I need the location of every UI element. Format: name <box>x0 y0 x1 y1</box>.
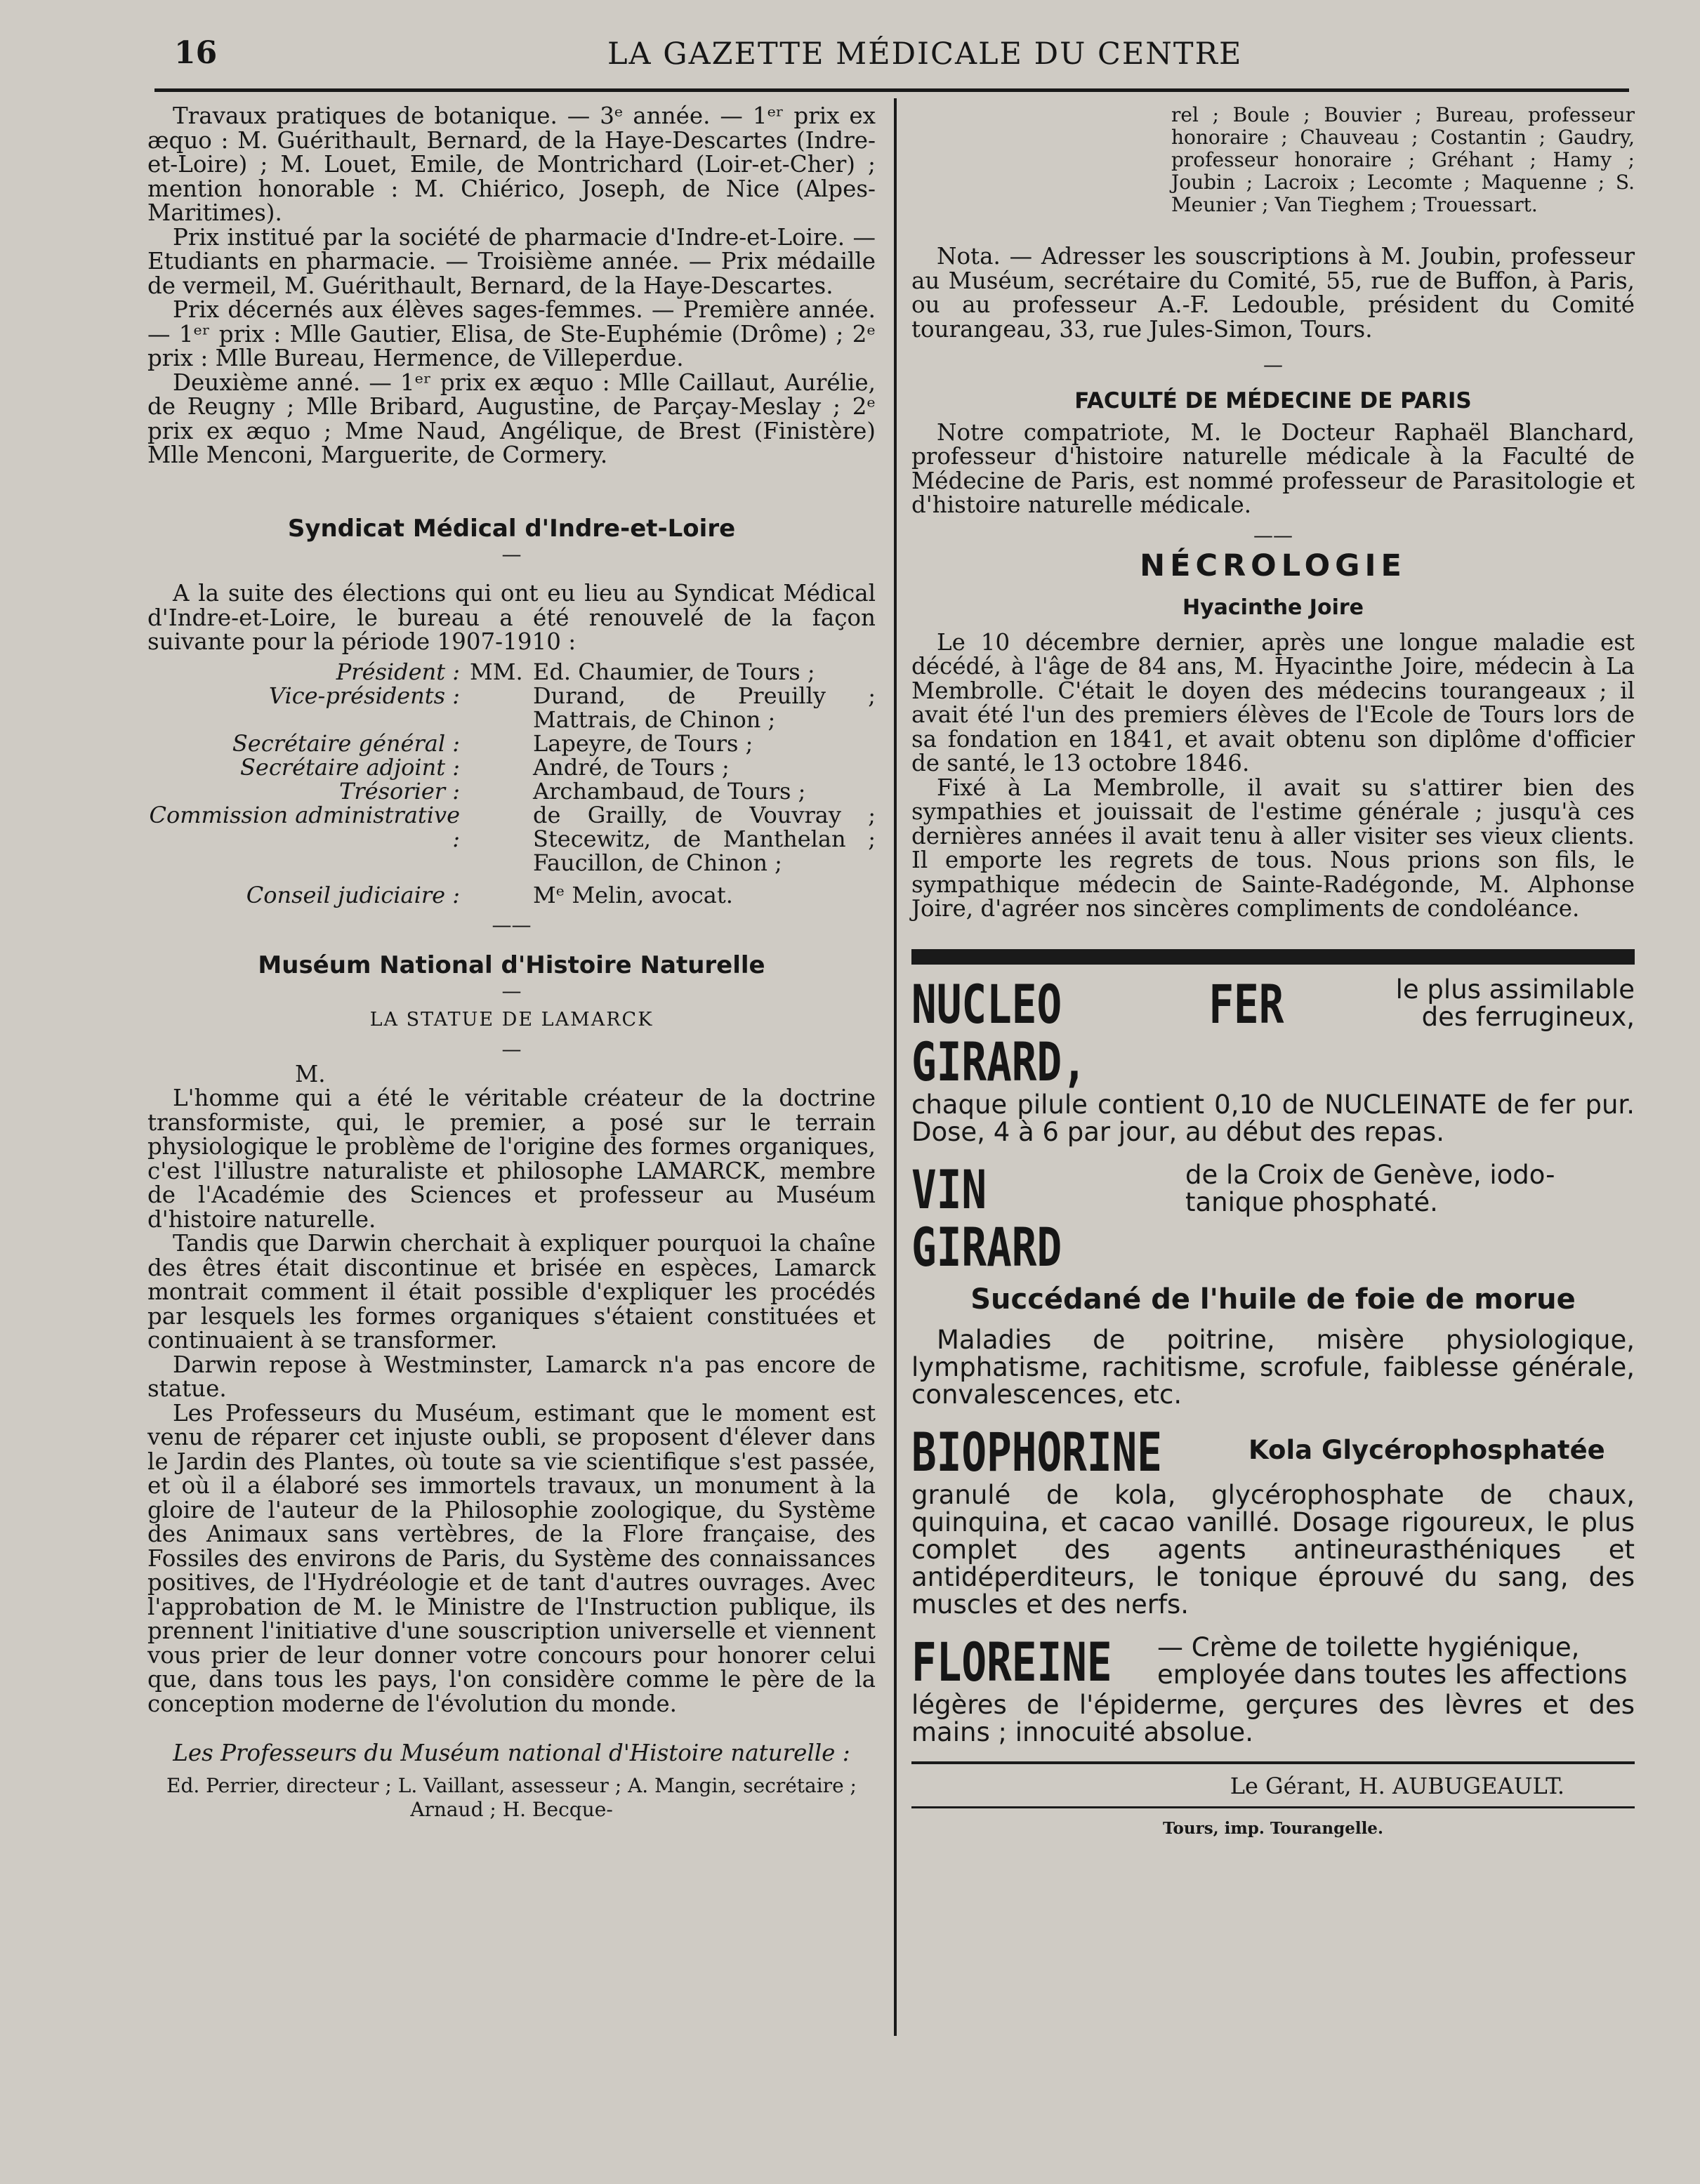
floreine-side: — Crème de toilette hygiénique, employée dans toutes les affections <box>1157 1632 1628 1690</box>
vin-name: VIN GIRARD <box>911 1158 1062 1278</box>
nucleo-side: le plus assimilable des ferrugineux, <box>1395 974 1635 1032</box>
museum-title: Muséum National d'Histoire Naturelle <box>258 951 765 979</box>
officer-row: Secrétaire général : Lapeyre, de Tours ; <box>232 729 753 757</box>
column-divider <box>894 98 897 2036</box>
divider: — <box>1263 353 1283 376</box>
footer-rule <box>911 1761 1635 1764</box>
faculte-title: FACULTÉ DE MÉDECINE DE PARIS <box>1074 388 1472 413</box>
statue-title: LA STATUE DE LAMARCK <box>369 1009 654 1031</box>
advertisement-vin <box>911 1158 1635 1410</box>
advert-divider-bar <box>911 949 1635 965</box>
left-column <box>147 104 876 1822</box>
necrologie-paragraph: Fixé à La Membrolle, il avait su s'attirer bien des sympathies et jouissait de l'estime générale ; jusqu'à ces dernières années il avait tenu à aller visiter ses vieux clients. Il emporte les regrets de tous. Nous prions son fils, le sympathique médecin de Sainte-Radégonde, M. Alphonse Joire, d'agréer nos sincères compliments de condoléance. <box>911 774 1635 922</box>
signatories-continued: rel ; Boule ; Bouvier ; Bureau, professeur honoraire ; Chauveau ; Costantin ; Gaudry, professeur honoraire ; Gréhant ; Hamy ; Joubin ; Lacroix ; Lecomte ; Maquenne ; S. Meunier ; Van Tieghem ; Trouessart. <box>1171 103 1635 216</box>
necrologie-paragraph: Le 10 décembre dernier, après une longue maladie est décédé, à l'âge de 84 ans, M. Hyacinthe Joire, médecin à La Membrolle. C'était le doyen des médecins tourangeaux ; il avait été l'un des premiers élèves de l'Ecole de Tours lors de sa fondation en 1841, et avait obtenu son diplôme d'officier de santé, le 13 octobre 1846. <box>911 628 1635 776</box>
officer-row: Commission administrative : de Grailly, de Vouvray ; Stecewitz, de Manthelan ; Faucillon, de Chinon ; <box>149 801 876 876</box>
journal-title: LA GAZETTE MÉDICALE DU CENTRE <box>607 37 1243 72</box>
prize-paragraph: Prix décernés aux élèves sages-femmes. — Première année. — 1ᵉʳ prix : Mlle Gautier, Elisa, de Ste-Euphémie (Drôme) ; 2ᵉ prix : Mlle Bureau, Hermence, de Villeperdue. <box>147 296 876 371</box>
syndicat-intro: A la suite des élections qui ont eu lieu au Syndicat Médical d'Indre-et-Loire, le bureau a été renouvelé de la façon suivante pour la période 1907-1910 : <box>147 580 876 655</box>
syndicat-title: Syndicat Médical d'Indre-et-Loire <box>287 514 736 543</box>
museum-paragraph: Les Professeurs du Muséum, estimant que le moment est venu de réparer cet injuste oubli, se proposent d'élever dans le Jardin des Plantes, où toute sa vie scientifique s'est passée, et où il a élaboré ses immortels travaux, un monument à la gloire de l'auteur de la Philosophie zoologique, du Système des Animaux sans vertèbres, de la Flore française, des Fossiles des environs de Paris, du Système des connaissances positives, de l'Hydréologie et de tant d'autres ouvrages. Avec l'approbation de M. le Ministre de l'Instruction publique, ils prennent l'initiative d'une souscription universelle et viennent vous prier de leur donner votre concours pour honorer celui que, dans tous les pays, l'on considère comme le père de la conception moderne de l'évolution du monde. <box>147 1399 876 1717</box>
divider: — <box>501 543 522 566</box>
museum-paragraph: Darwin repose à Westminster, Lamarck n'a pas encore de statue. <box>147 1351 876 1402</box>
signatories: Ed. Perrier, directeur ; L. Vaillant, assesseur ; A. Mangin, secrétaire ; Arnaud ; H. Becque- <box>166 1773 857 1821</box>
advertisement-nucleo <box>911 972 1635 1147</box>
gerant-line: Le Gérant, H. AUBUGEAULT. <box>1230 1772 1564 1799</box>
vin-side: de la Croix de Genève, iodo-tanique phosphaté. <box>1185 1159 1555 1217</box>
biophorine-side: Kola Glycérophosphatée <box>1248 1434 1605 1465</box>
museum-paragraph: Tandis que Darwin cherchait à expliquer pourquoi la chaîne des êtres était discontinue et brisée en espèces, Lamarck montrait comment il était possible d'expliquer les procédés par lesquels les formes organiques s'étaient constituées et continuaient à se transformer. <box>147 1230 876 1354</box>
divider: —— <box>492 913 532 937</box>
officers-table <box>147 660 876 907</box>
prize-paragraph: Deuxième anné. — 1ᵉʳ prix ex æquo : Mlle Caillaut, Aurélie, de Reugny ; Mlle Bribard, Augustine, de Parçay-Meslay ; 2ᵉ prix ex æquo ; Mme Naud, Angélique, de Brest (Finistère) Mlle Menconi, Marguerite, de Cormery. <box>147 369 876 468</box>
necrologie-title: NÉCROLOGIE <box>1140 548 1406 583</box>
nucleo-text: chaque pilule contient 0,10 de NUCLEINATE de fer pur. Dose, 4 à 6 par jour, au début des repas. <box>911 1089 1635 1147</box>
advertisement-biophorine <box>911 1420 1635 1620</box>
faculte-text: Notre compatriote, M. le Docteur Raphaël Blanchard, professeur d'histoire naturelle médicale à la Faculté de Médecine de Paris, est nommé professeur de Parasitologie et d'histoire naturelle médicale. <box>911 418 1635 518</box>
museum-paragraph: L'homme qui a été le véritable créateur de la doctrine transformiste, qui, le premier, a posé sur le terrain physiologique le problème de l'origine des formes organiques, c'est l'illustre naturaliste et philosophe LAMARCK, membre de l'Académie des Sciences et professeur au Muséum d'histoire naturelle. <box>147 1085 876 1233</box>
floreine-text: légères de l'épiderme, gerçures des lèvres et des mains ; innocuité absolue. <box>911 1689 1635 1747</box>
divider: —— <box>1253 523 1293 547</box>
vin-text: Maladies de poitrine, misère physiologique, lymphatisme, rachitisme, scrofule, faiblesse générale, convalescences, etc. <box>911 1324 1635 1410</box>
right-column <box>911 104 1635 1841</box>
signature: Les Professeurs du Muséum national d'Histoire naturelle : <box>173 1740 850 1766</box>
biophorine-text: granulé de kola, glycérophosphate de chaux, quinquina, et cacao vanillé. Dosage rigoureux, le plus complet des agents antineurasthéniques et antidéperditeurs, le tonique éprouvé du sang, des muscles et des nerfs. <box>911 1479 1635 1620</box>
nucleo-name: NUCLEO FER GIRARD, <box>911 972 1284 1093</box>
page-header <box>0 35 1700 77</box>
prize-paragraph: Travaux pratiques de botanique. — 3ᵉ année. — 1ᵉʳ prix ex æquo : M. Guérithault, Bernard, de la Haye-Descartes (Indre-et-Loire) ; M. Louet, Emile, de Montrichard (Loir-et-Cher) ; mention honorable : M. Chiérico, Joseph, de Nice (Alpes-Maritimes). <box>147 102 876 226</box>
biophorine-name: BIOPHORINE <box>911 1420 1162 1483</box>
officer-row: Vice-présidents : Durand, de Preuilly ; Mattrais, de Chinon ; <box>268 682 876 733</box>
officer-row: Secrétaire adjoint : André, de Tours ; <box>240 753 730 781</box>
divider: — <box>501 1037 522 1061</box>
officer-row: Président : MM. Ed. Chaumier, de Tours ; <box>336 658 815 685</box>
imprint: Tours, imp. Tourangelle. <box>1163 1819 1383 1838</box>
header-rule <box>154 88 1629 92</box>
footer-rule <box>911 1806 1635 1808</box>
advertisement-floreine <box>911 1630 1635 1747</box>
floreine-name: FLOREINE <box>911 1630 1112 1693</box>
divider: — <box>501 979 522 1002</box>
salutation: M. <box>295 1060 326 1087</box>
officer-row: Conseil judiciaire : Mᵉ Melin, avocat. <box>246 881 733 908</box>
page-number: 16 <box>174 35 218 71</box>
necrologie-name: Hyacinthe Joire <box>1182 595 1364 620</box>
prize-paragraph: Prix institué par la société de pharmacie d'Indre-et-Loire. — Etudiants en pharmacie. — Troisième année. — Prix médaille de vermeil, M. Guérithault, Bernard, de la Haye-Descartes. <box>147 223 876 299</box>
vin-subtitle: Succédané de l'huile de foie de morue <box>970 1283 1576 1316</box>
officer-row: Trésorier : Archambaud, de Tours ; <box>339 777 806 805</box>
nota: Nota. — Adresser les souscriptions à M. Joubin, professeur au Muséum, secrétaire du Comité, 55, rue de Buffon, à Paris, ou au professeur A.-F. Ledouble, président du Comité tourangeau, 33, rue Jules-Simon, Tours. <box>911 243 1635 343</box>
